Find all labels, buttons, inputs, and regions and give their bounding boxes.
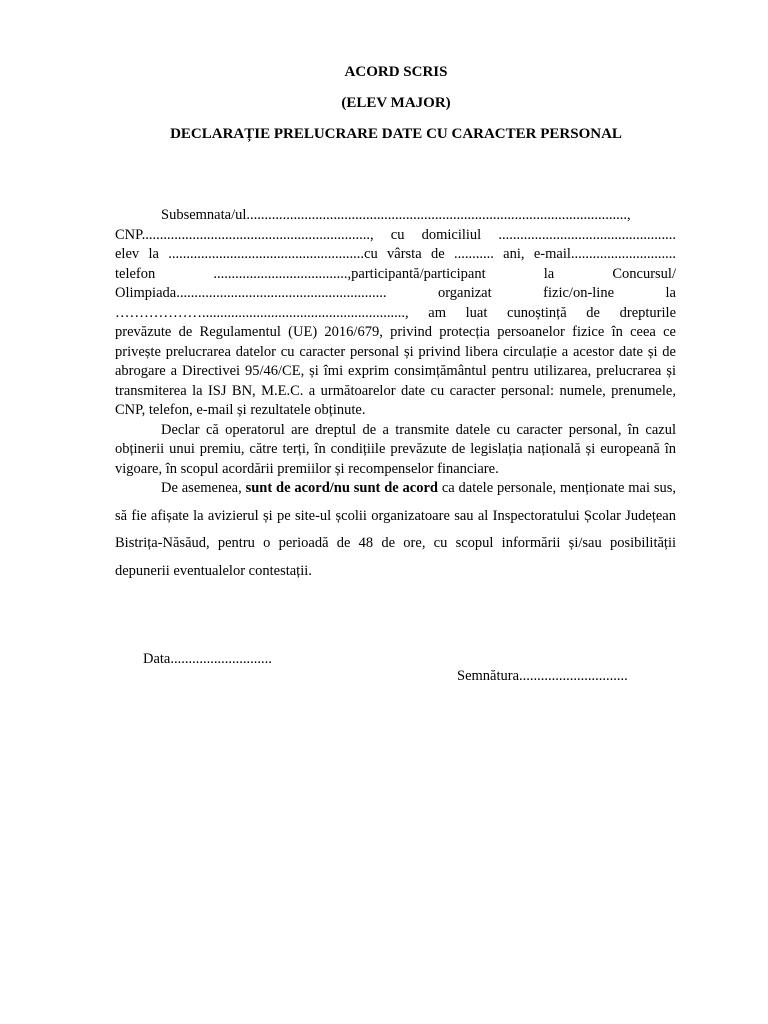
document-heading: DECLARAȚIE PRELUCRARE DATE CU CARACTER PERSONAL	[170, 126, 622, 142]
publication-intro: De asemenea,	[161, 480, 246, 496]
paragraph-consent-text: prevăzute de Regulamentul (UE) 2016/679, privind protecția persoanelor fizice în ceea ce privește prelucrarea datelor cu caracter personal și privind libera circulație a acestor date și de abrogare a Directivei 95/46/CE, și îmi exprim consimțământul pentru utilizarea, prelucrarea și transmiterea la ISJ BN, M.E.C. a următoarelor date cu caracter personal: numele, prenumele, CNP, telefon, e-mail și rezultatele obținute.	[115, 324, 676, 418]
paragraph-personal-data	[115, 206, 676, 421]
document-subtitle: (ELEV MAJOR)	[341, 95, 451, 111]
line-telefon: telefon .....................................,participantă/participant la Concursul/	[115, 265, 676, 282]
document-title: ACORD SCRIS	[344, 64, 448, 80]
signature-field: Semnătura..............................	[457, 668, 628, 684]
line-olimpiada: Olimpiada.......................................................... organizat fizic/on-line la	[115, 285, 676, 301]
date-field: Data............................	[143, 651, 272, 667]
line-subsemnata: Subsemnata/ul.........................................................................................................,	[161, 207, 631, 223]
line-elev: elev la ......................................................cu vârsta de ........... ani, e-mail.............................	[115, 246, 676, 262]
line-cunostinta: ………………........................................................, am luat cunoștință de drepturile	[115, 304, 676, 321]
publication-details: ca datele personale, menționate mai sus, să fie afișate la avizierul și pe site-ul școlii organizatoare sau al Inspectoratului Școlar Județean Bistrița-Năsăud, pentru o perioadă de 48 de ore, cu scopul informării și/sau posibilității depunerii eventualelor contestații.	[115, 480, 676, 579]
agreement-choice: sunt de acord/nu sunt de acord	[245, 480, 438, 496]
paragraph-operator-rights: Declar că operatorul are dreptul de a transmite datele cu caracter personal, în cazul obținerii unui premiu, către terți, în condițiile prevăzute de legislația națională și europeană în vigoare, în scopul acordării premiilor și recompenselor financiare.	[115, 421, 676, 477]
declaration-body	[115, 206, 676, 585]
line-cnp: CNP..............................................................., cu domiciliul .................................................	[115, 226, 676, 243]
paragraph-publication-consent	[115, 475, 676, 585]
